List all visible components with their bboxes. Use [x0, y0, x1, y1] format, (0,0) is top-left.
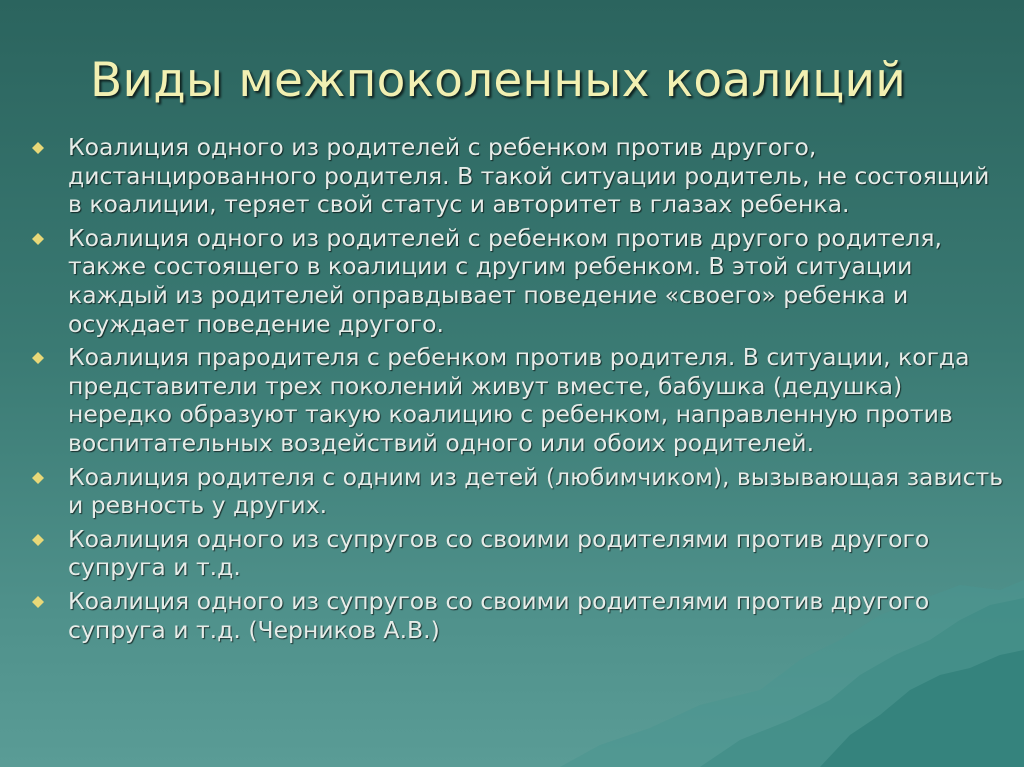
list-item: [30, 463, 1005, 520]
diamond-bullet-icon: [32, 596, 44, 608]
list-item: [30, 133, 1005, 219]
list-item: [30, 587, 1005, 644]
diamond-bullet-icon: [32, 142, 44, 154]
list-item-text: Коалиция одного из супругов со своими родителями против другого супруга и т.д.: [68, 524, 930, 582]
list-item: [30, 343, 1005, 457]
list-item-text: Коалиция родителя с одним из детей (любимчиком), вызывающая зависть и ревность у других.: [68, 462, 1004, 520]
slide-title: Виды межпоколенных коалиций: [90, 53, 906, 108]
list-item: [30, 224, 1005, 338]
diamond-bullet-icon: [32, 472, 44, 484]
bullet-list: [30, 133, 1005, 649]
diamond-bullet-icon: [32, 233, 44, 245]
list-item-text: Коалиция одного из супругов со своими родителями против другого супруга и т.д. (Черников А.В.): [68, 586, 930, 644]
list-item: [30, 525, 1005, 582]
list-item-text: Коалиция одного из родителей с ребенком против другого родителя, также состоящего в коалиции с другим ребенком. В этой ситуации каждый из родителей оправдывает поведение «своего» ребенка и осуждает поведение другого.: [68, 223, 942, 338]
list-item-text: Коалиция одного из родителей с ребенком против другого, дистанцированного родителя. В такой ситуации родитель, не состоящий в коалиции, теряет свой статус и авторитет в глазах ребенка.: [68, 133, 990, 219]
diamond-bullet-icon: [32, 534, 44, 546]
list-item-text: Коалиция прародителя с ребенком против родителя. В ситуации, когда представители трех поколений живут вместе, бабушка (дедушка) нередко образуют такую коалицию с ребенком, направленную против воспитательных воздействий одного или обоих родителей.: [68, 343, 970, 457]
diamond-bullet-icon: [32, 352, 44, 364]
